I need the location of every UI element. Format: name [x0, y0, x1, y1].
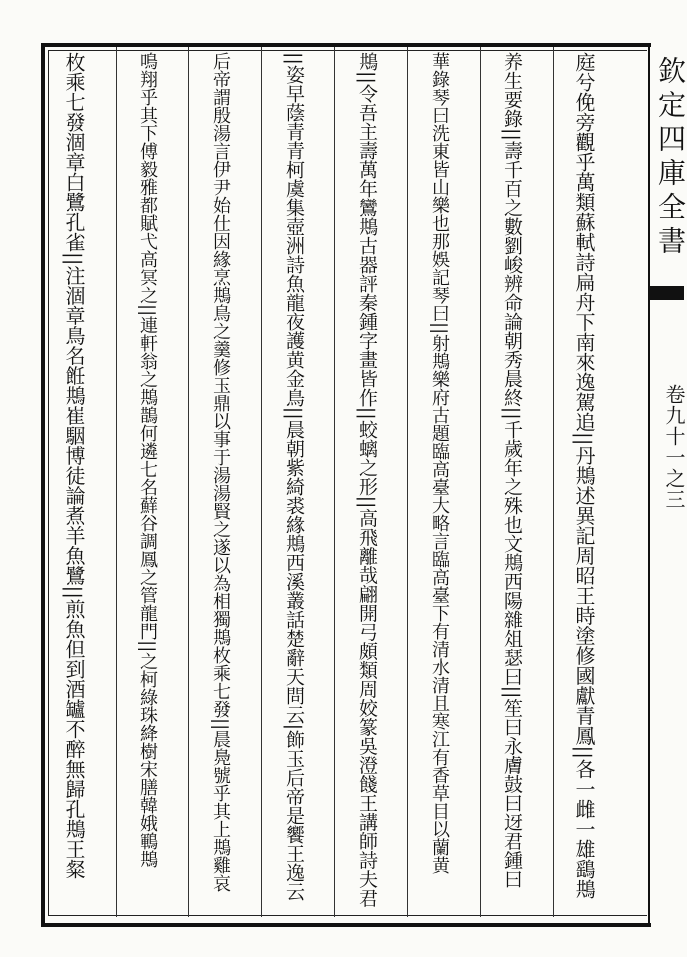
- text-column-2: 养生要錄||壽千百之數劉峻辨命論朝秀晨終||千歲年之殊也文䳍西陽雜俎瑟曰||笙曰永膚鼓曰迓君鍾曰: [501, 52, 523, 889]
- book-title-banner: 欽定四庫全書: [654, 56, 687, 260]
- text-column-1: 庭兮俛旁觀乎萬類蘇軾詩扁舟下南來逸駕追||丹䳍述異記周昭王時塗修國獻青鳳||各一雌一雄鷂䳍: [572, 52, 596, 899]
- column-divider: [261, 47, 262, 917]
- column-divider: [407, 47, 408, 917]
- text-column-8: 枚乘七發涸章白鷺孔雀||注涸章鳥名餁䳍崔駰博徒論煮羊魚鷺||煎魚但到酒罏不醉無歸孔䳍王粲: [62, 52, 86, 879]
- fish-tail-mark: [648, 286, 684, 300]
- text-column-7: 鳴翔乎其下傅毅雅都賦弋高冥之||連軒翁之䳍鵲何遴七名蘚谷調鳳之管龍門||之柯綠珠絳樹宋膳韓娥鶤䳍: [137, 52, 158, 869]
- text-column-5: ||姿早蔭青青柯虞集壺洲詩魚龍夜護黄金鳥||晨朝紫綺裘緣䳍西溪叢話楚辭天問云|飾玉后帝是饗王逸云: [283, 52, 305, 902]
- text-column-3: 華錄琴曰洗東皆山樂也那娛記琴曰||射䳍樂府古題臨高臺大略言臨高臺下有清水清且寒江有香草目以蘭黄: [429, 52, 450, 875]
- column-divider: [334, 47, 335, 917]
- volume-label: 卷九十一之三: [662, 384, 686, 510]
- text-column-4: 䳍||令吾主壽萬年鸞䳍古器評秦鍾字畫皆作||蛟螭之形||高飛離哉翩開弓頗類周姣篆吳澄餞王講師詩夫君: [356, 52, 378, 908]
- column-divider: [480, 47, 481, 917]
- column-divider: [188, 47, 189, 917]
- text-column-6: 后帝謂殷湯言伊尹始仕因緣烹䳍鳥之羹修玉鼎以事于湯湯賢之遂以為相獨䳍枚乘七發||晨鳧號乎其上䳍雞哀: [210, 52, 231, 893]
- column-divider: [116, 47, 117, 917]
- column-divider: [553, 47, 554, 917]
